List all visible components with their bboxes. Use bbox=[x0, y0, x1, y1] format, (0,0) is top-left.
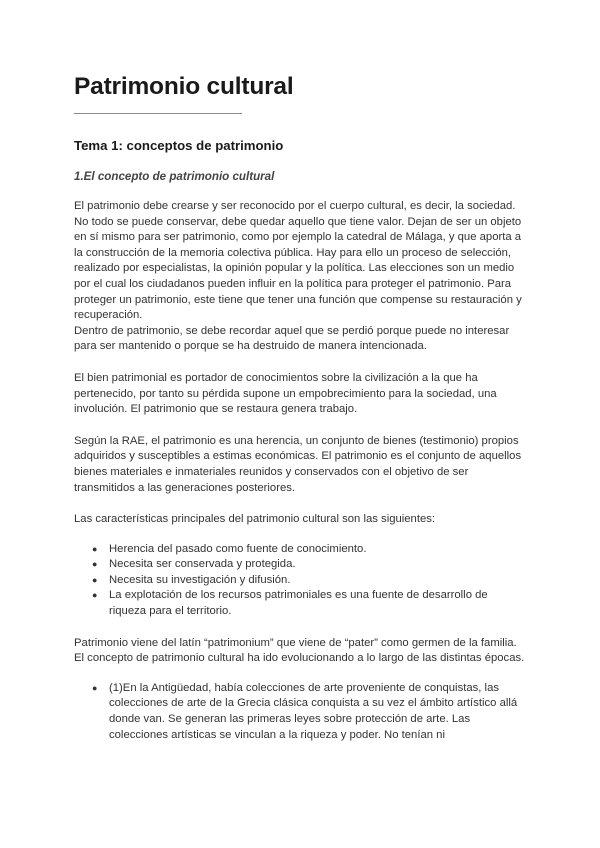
subsection-heading: 1.El concepto de patrimonio cultural bbox=[74, 170, 275, 183]
list-item-text: (1)En la Antigüedad, había colecciones de arte proveniente de conquistas, las colecciones de arte de la Grecia clásica conquista a su vez el ámbito artístico allá donde van. Se generan las primeras leyes sobre protección de arte. Las colecciones artísticas se vinculan a la riqueza y poder. No tenían ni bbox=[109, 681, 518, 741]
list-item-text: Necesita su investigación y difusión. bbox=[109, 573, 291, 586]
bullet-icon: ● bbox=[92, 682, 98, 693]
bullet-icon: ● bbox=[92, 574, 98, 585]
list-item-text: La explotación de los recursos patrimoniales es una fuente de desarrollo de riqueza para el territorio. bbox=[109, 589, 488, 618]
characteristics-list bbox=[74, 542, 526, 620]
epochs-list bbox=[74, 681, 526, 743]
paragraph-rae-definition: Según la RAE, el patrimonio es una herencia, un conjunto de bienes (testimonio) propios adquiridos y susceptibles a estimas económicas. El patrimonio es el conjunto de aquellos bienes materiales e inmateriales reunidos y conservados con el objetivo de ser transmitidos a las generaciones posteriores. bbox=[74, 434, 522, 494]
paragraph-patrimonio-definition: El patrimonio debe crearse y ser reconocido por el cuerpo cultural, es decir, la sociedad. No todo se puede conservar, debe quedar aquello que tiene valor. Dejan de ser un objeto en sí mismo para ser patrimonio, como por ejemplo la catedral de Málaga, y que aporta a la construcción de la memoria colectiva pública. Hay para ello un proceso de selección, realizado por especialistas, la opinión popular y la política. Las elecciones son un medio por el cual los ciudadanos pueden influir en la política para proteger el patrimonio. Para proteger un patrimonio, este tiene que tener una función que compense su restauración y recuperación. bbox=[74, 200, 522, 322]
list-item-text: Necesita ser conservada y protegida. bbox=[109, 558, 296, 571]
document-title: Patrimonio cultural bbox=[74, 73, 294, 100]
list-item bbox=[92, 557, 526, 573]
bullet-icon: ● bbox=[92, 590, 98, 601]
list-item bbox=[92, 573, 526, 589]
list-item bbox=[92, 588, 526, 619]
bullet-icon: ● bbox=[92, 543, 98, 554]
bullet-icon: ● bbox=[92, 559, 98, 570]
title-divider bbox=[74, 113, 242, 114]
list-item-text: Herencia del pasado como fuente de conocimiento. bbox=[109, 542, 367, 555]
list-item bbox=[92, 681, 526, 743]
paragraph-bien-patrimonial: El bien patrimonial es portador de conocimientos sobre la civilización a la que ha pertenecido, por tanto su pérdida supone un empobrecimiento para la sociedad, una involución. El patrimonio que se restaura genera trabajo. bbox=[74, 371, 497, 416]
list-item bbox=[92, 542, 526, 558]
paragraph-characteristics-intro: Las características principales del patrimonio cultural son las siguientes: bbox=[74, 513, 436, 526]
paragraph-origin: Patrimonio viene del latín “patrimonium” que viene de “pater” como germen de la familia. El concepto de patrimonio cultural ha ido evolucionando a lo largo de las distintas épocas. bbox=[74, 636, 525, 665]
section-heading: Tema 1: conceptos de patrimonio bbox=[74, 138, 284, 153]
paragraph-lost-heritage: Dentro de patrimonio, se debe recordar aquel que se perdió porque puede no interesar para ser mantenido o porque se ha destruido de manera intencionada. bbox=[74, 324, 510, 353]
